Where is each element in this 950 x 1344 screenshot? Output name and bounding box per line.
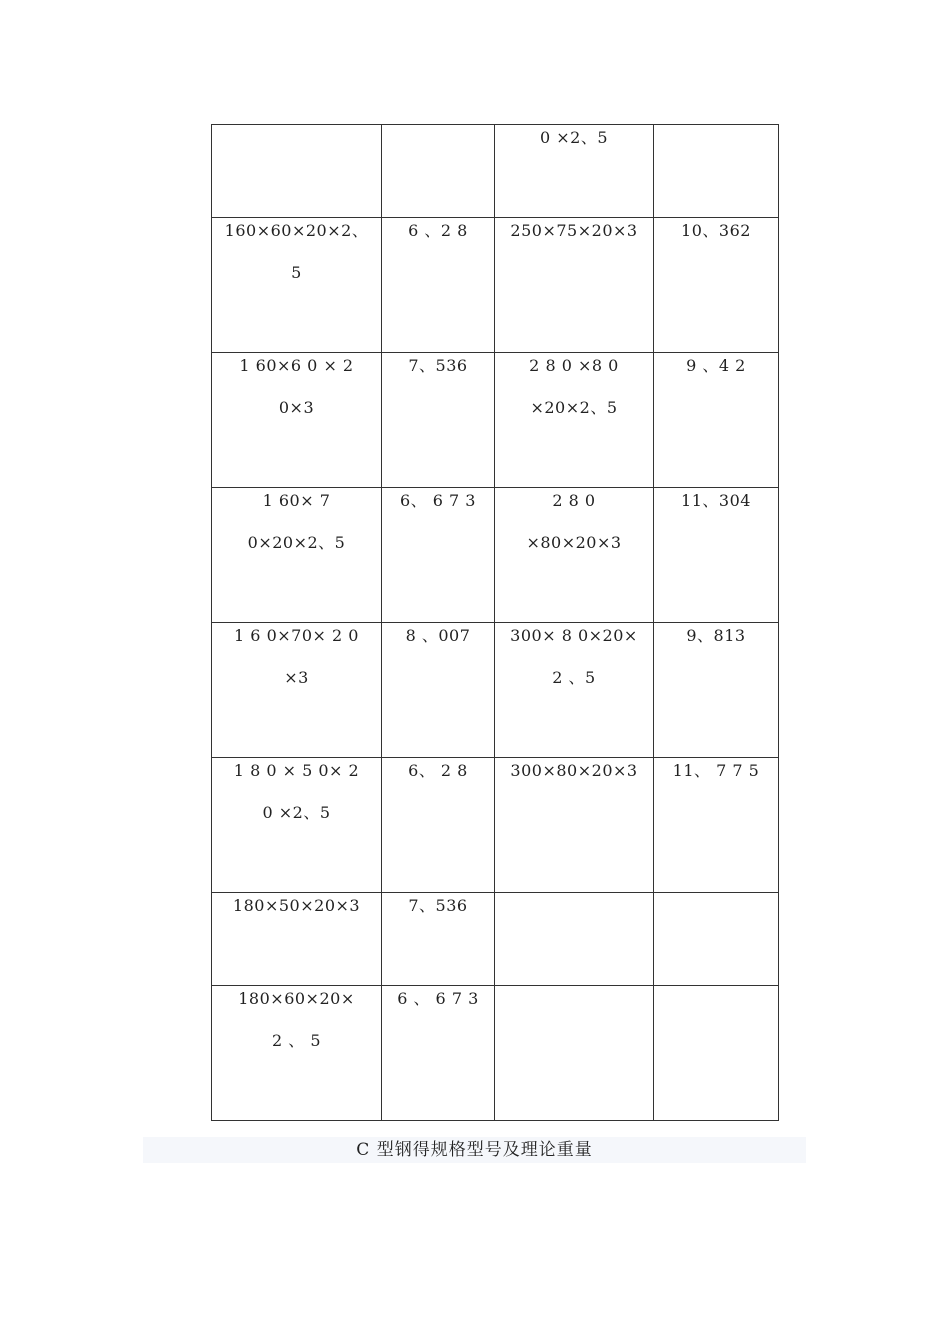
table-cell-weight <box>654 986 779 1121</box>
table-cell-spec: 1 8 0 × 5 0× 2 0 ×2、5 <box>212 758 382 893</box>
table-row <box>212 353 779 488</box>
table-cell-spec: 300×80×20×3 <box>495 758 654 893</box>
table-cell-spec: 160×60×20×2、 5 <box>212 218 382 353</box>
table-row <box>212 623 779 758</box>
table-row <box>212 125 779 218</box>
table-row <box>212 758 779 893</box>
table-cell-weight: 6、 6 7 3 <box>382 488 495 623</box>
table-cell-weight: 7、536 <box>382 893 495 986</box>
table-cell-spec: 180×60×20× 2 、 5 <box>212 986 382 1121</box>
table-cell-spec: 1 60× 7 0×20×2、5 <box>212 488 382 623</box>
table-cell-weight: 9、813 <box>654 623 779 758</box>
table-cell-weight: 6 、 6 7 3 <box>382 986 495 1121</box>
table-cell-weight <box>654 125 779 218</box>
table-cell-spec: 0 ×2、5 <box>495 125 654 218</box>
table-cell-weight: 10、362 <box>654 218 779 353</box>
table-row <box>212 488 779 623</box>
table-cell-weight: 8 、007 <box>382 623 495 758</box>
table-cell-spec: 1 6 0×70× 2 0 ×3 <box>212 623 382 758</box>
table-cell-spec <box>495 893 654 986</box>
spec-table <box>211 124 779 1121</box>
table-caption-text: C 型钢得规格型号及理论重量 <box>356 1140 593 1160</box>
table-row <box>212 218 779 353</box>
table-cell-weight <box>654 893 779 986</box>
table-cell-spec: 180×50×20×3 <box>212 893 382 986</box>
table-cell-spec: 250×75×20×3 <box>495 218 654 353</box>
spec-table-body <box>212 125 779 1121</box>
table-cell-spec: 2 8 0 ×80×20×3 <box>495 488 654 623</box>
table-cell-weight: 6 、2 8 <box>382 218 495 353</box>
table-row <box>212 893 779 986</box>
table-cell-spec: 2 8 0 ×8 0 ×20×2、5 <box>495 353 654 488</box>
table-cell-weight: 6、 2 8 <box>382 758 495 893</box>
table-caption <box>143 1137 806 1163</box>
table-cell-spec <box>212 125 382 218</box>
table-cell-weight: 11、304 <box>654 488 779 623</box>
table-cell-spec: 1 60×6 0 × 2 0×3 <box>212 353 382 488</box>
table-cell-weight: 9 、4 2 <box>654 353 779 488</box>
table-cell-spec: 300× 8 0×20× 2 、5 <box>495 623 654 758</box>
table-cell-weight: 7、536 <box>382 353 495 488</box>
table-cell-weight: 11、 7 7 5 <box>654 758 779 893</box>
table-cell-spec <box>495 986 654 1121</box>
table-row <box>212 986 779 1121</box>
table-cell-weight <box>382 125 495 218</box>
